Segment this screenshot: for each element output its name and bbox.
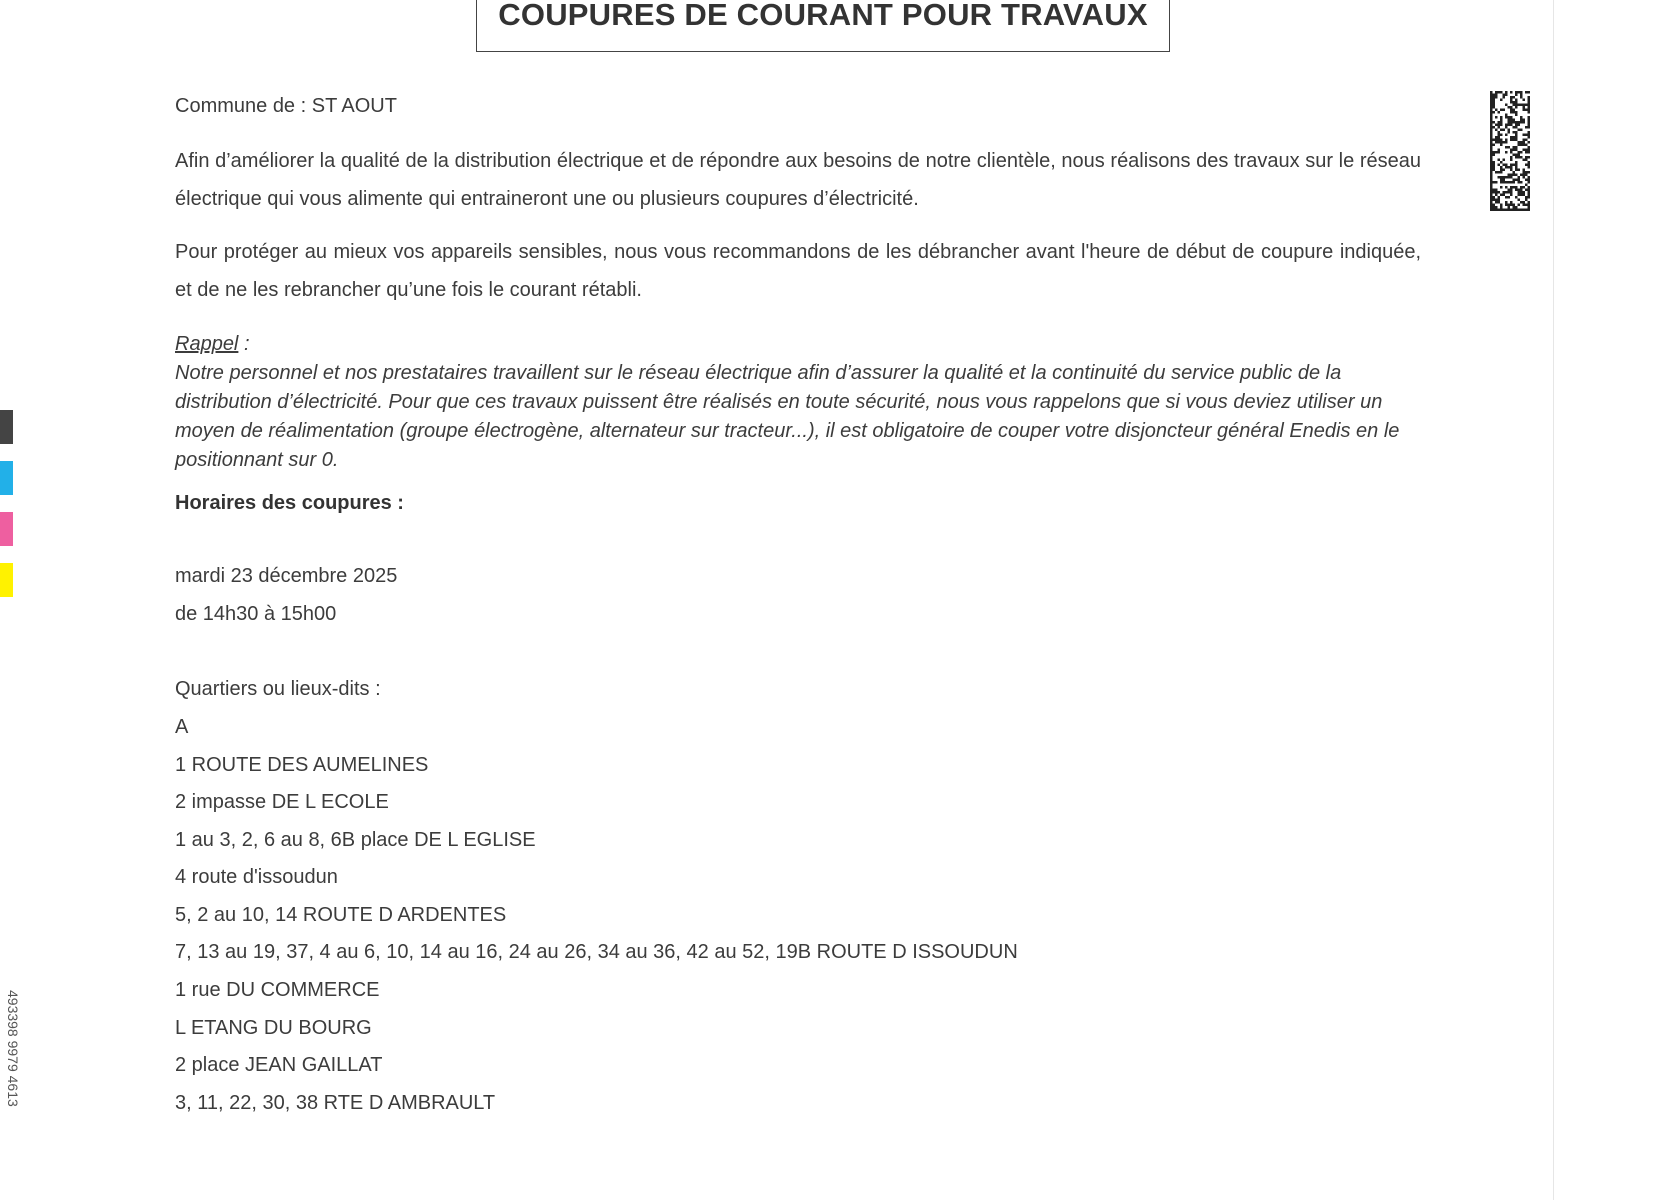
location-item: L ETANG DU BOURG [175, 1017, 372, 1039]
location-item: 4 route d'issoudun [175, 866, 338, 888]
location-item: A [175, 716, 189, 738]
reminder-heading [175, 330, 1415, 359]
schedule-time: de 14h30 à 15h00 [175, 603, 337, 625]
schedule-heading: Horaires des coupures : [175, 492, 404, 514]
reminder-colon: : [238, 333, 250, 355]
side-reference-code: 493398 9979 4613 [5, 990, 21, 1107]
page-title: COUPURES DE COURANT POUR TRAVAUX [498, 0, 1148, 32]
reminder-block [175, 330, 1415, 475]
page-edge-line [1553, 0, 1554, 1200]
intro-paragraph: Afin d’améliorer la qualité de la distribution électrique et de répondre aux besoins de notre clientèle, nous réalisons des travaux sur le réseau électrique qui vous alimente qui entraineront une ou plusieurs coupures d’électricité. [175, 150, 1421, 210]
reminder-label: Rappel [175, 333, 239, 355]
reminder-text: Notre personnel et nos prestataires travaillent sur le réseau électrique afin d’assurer la qualité et la continuité du service public de la distribution d’électricité. Pour que ces travaux puissent être réalisés en toute sécurité, nous vous rappelons que si vous deviez utiliser un moyen de réalimentation (groupe électrogène, alternateur sur tracteur...), il est obligatoire de couper votre disjoncteur général Enedis en le positionnant sur 0. [175, 362, 1400, 471]
title-box [476, 0, 1170, 52]
location-item: 1 rue DU COMMERCE [175, 979, 380, 1001]
location-item: 2 place JEAN GAILLAT [175, 1054, 383, 1076]
datamatrix-code-icon [1490, 90, 1530, 212]
commune-line: Commune de : ST AOUT [175, 95, 397, 117]
location-item: 5, 2 au 10, 14 ROUTE D ARDENTES [175, 904, 507, 926]
location-item: 3, 11, 22, 30, 38 RTE D AMBRAULT [175, 1092, 496, 1114]
registration-mark-black [0, 410, 13, 444]
location-item: 7, 13 au 19, 37, 4 au 6, 10, 14 au 16, 24 au 26, 34 au 36, 42 au 52, 19B ROUTE D ISSOUDUN [175, 941, 1018, 963]
registration-mark-cyan [0, 461, 13, 495]
locations-heading: Quartiers ou lieux-dits : [175, 678, 381, 700]
schedule-date: mardi 23 décembre 2025 [175, 565, 398, 587]
registration-mark-yellow [0, 563, 13, 597]
location-item: 2 impasse DE L ECOLE [175, 791, 389, 813]
location-item: 1 au 3, 2, 6 au 8, 6B place DE L EGLISE [175, 829, 536, 851]
location-item: 1 ROUTE DES AUMELINES [175, 754, 429, 776]
advice-paragraph: Pour protéger au mieux vos appareils sensibles, nous vous recommandons de les débrancher avant l'heure de début de coupure indiquée, et de ne les rebrancher qu’une fois le courant rétabli. [175, 241, 1421, 301]
registration-mark-magenta [0, 512, 13, 546]
